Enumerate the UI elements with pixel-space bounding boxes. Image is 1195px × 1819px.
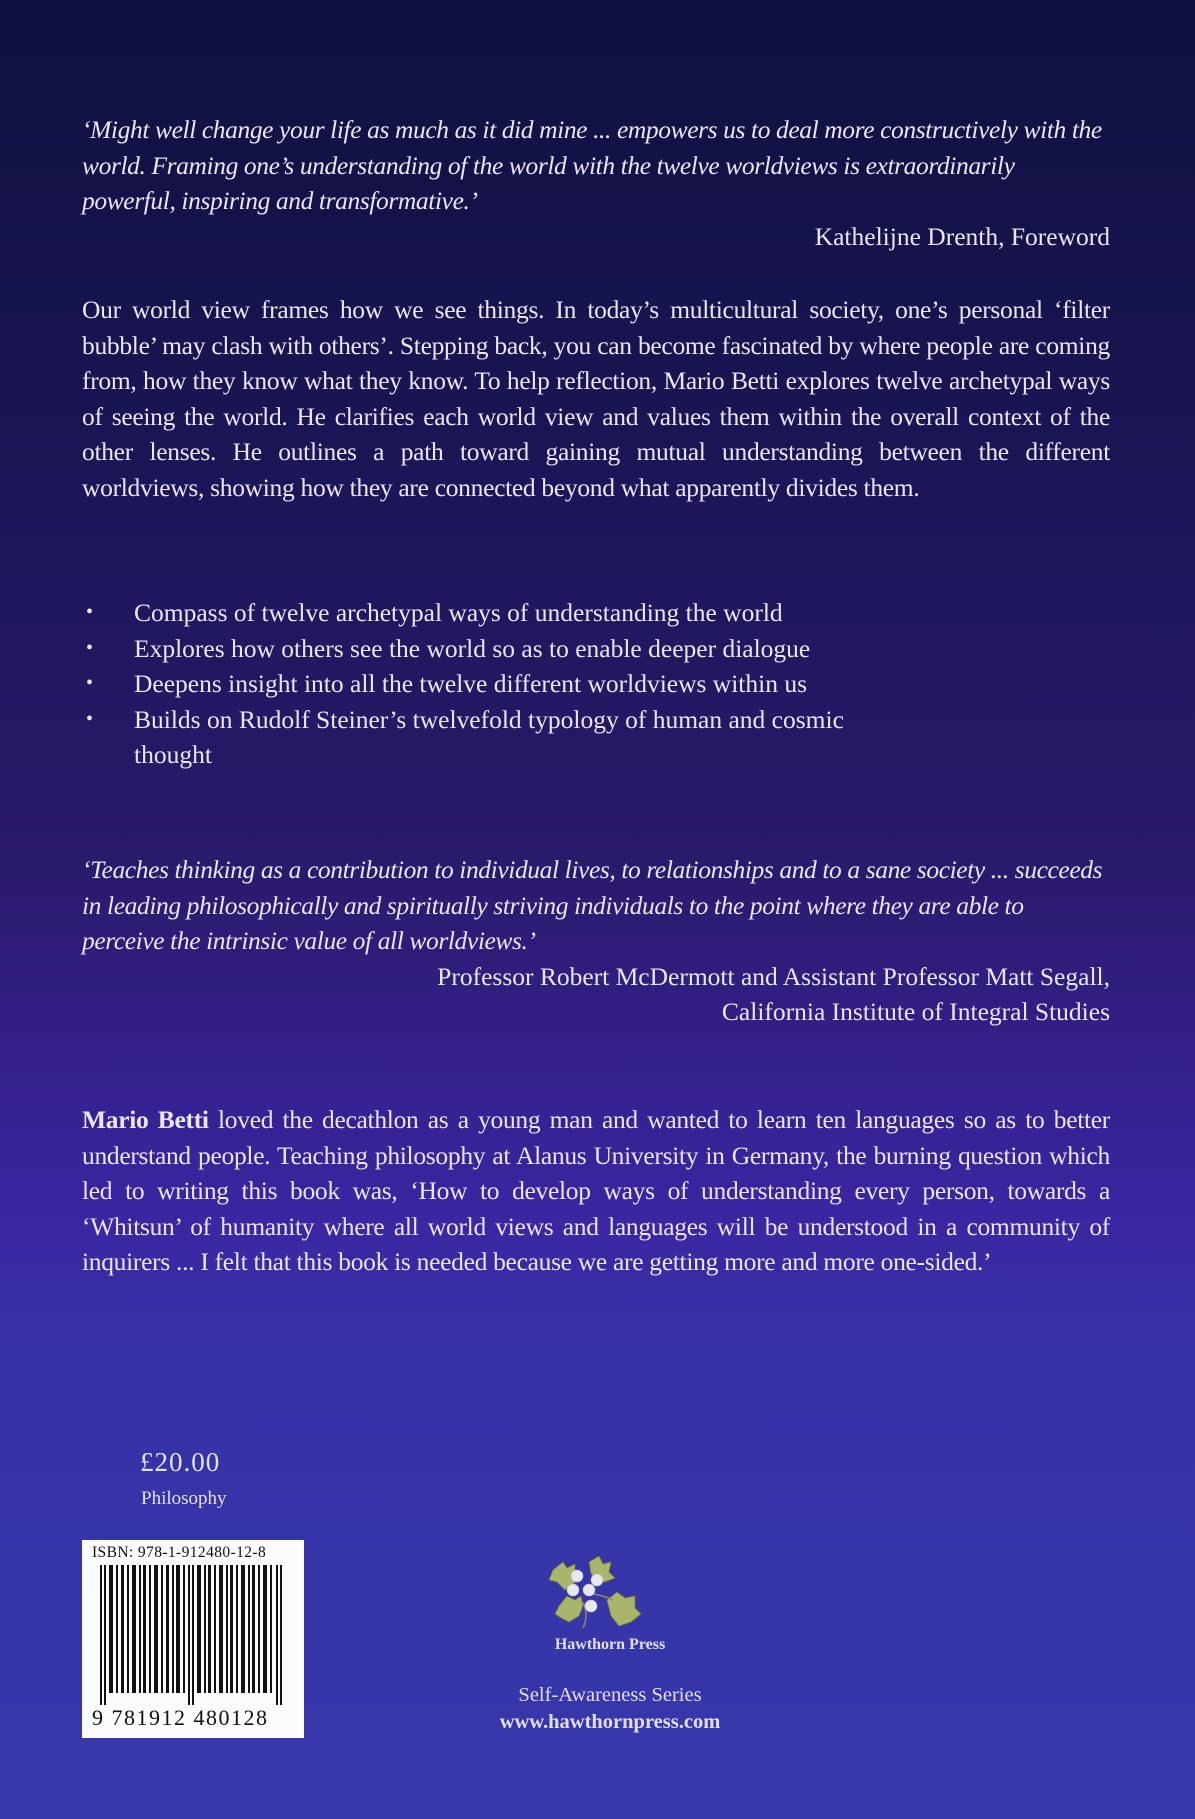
feature-item: • Builds on Rudolf Steiner’s twelvefold typology of human and cosmic thought: [82, 702, 854, 773]
publisher-website: www.hawthornpress.com: [499, 1711, 721, 1733]
author-bio-text: loved the decathlon as a young man and wanted to learn ten languages so as to better understand people. Teaching philosophy at Alanus University in Germany, the burning question which led to writing this book was, ‘How to develop ways of understanding every person, towards a ‘Whitsun’ of humanity where all world views and languages will be understood in a community of inquirers ... I felt that this book is needed because we are getting more and more one-sided.’: [82, 1105, 1110, 1276]
hawthorn-blossom-icon: [545, 1556, 645, 1638]
series-name: Self-Awareness Series: [518, 1684, 702, 1706]
publisher-name: Hawthorn Press: [554, 1636, 666, 1653]
foreword-quote-block: [82, 112, 1110, 254]
endorsement-quote-block: [82, 852, 1110, 1030]
features-list-block: [82, 595, 1110, 773]
price: £20.00: [140, 1447, 221, 1477]
category-label: Philosophy: [141, 1488, 227, 1509]
features-list: [82, 595, 1110, 773]
author-bio: [82, 1102, 1110, 1280]
feature-item: • Deepens insight into all the twelve different worldviews within us: [82, 666, 1110, 702]
author-bio-block: [82, 1102, 1110, 1280]
barcode-icon: [92, 1565, 296, 1705]
foreword-attribution: Kathelijne Drenth, Foreword: [814, 221, 1110, 251]
isbn-barcode: [82, 1540, 304, 1738]
feature-item: • Compass of twelve archetypal ways of understanding the world: [82, 595, 1110, 631]
endorsement-quote: ‘Teaches thinking as a contribution to individual lives, to relationships and to a sane society ... succeeds in leading philosophically and spiritually striving individuals to the point where they are able to perceive the intrinsic value of all worldviews.’: [82, 855, 1103, 955]
feature-item: • Explores how others see the world so as to enable deeper dialogue: [82, 631, 1110, 667]
book-description: Our world view frames how we see things. In today’s multicultural society, one’s personal ‘filter bubble’ may clash with others’. Stepping back, you can become fascinated by where people are coming from, how they know what they know. To help reflection, Mario Betti explores twelve archetypal ways of seeing the world. He clarifies each world view and values them within the overall context of the other lenses. He outlines a path toward gaining mutual understanding between the different worldviews, showing how they are connected beyond what apparently divides them.: [82, 295, 1110, 502]
foreword-quote: ‘Might well change your life as much as it did mine ... empowers us to deal more constructively with the world. Framing one’s understanding of the world with the twelve worldviews is extraordinarily powerful, inspiring and transformative.’: [82, 115, 1102, 215]
description-block: [82, 292, 1110, 505]
author-name: Mario Betti: [82, 1105, 209, 1134]
endorsement-attribution-line2: California Institute of Integral Studies: [721, 997, 1110, 1026]
isbn-label: ISBN: 978-1-912480-12-8: [92, 1544, 267, 1561]
isbn-digits: 9 781912 480128: [92, 1705, 269, 1730]
endorsement-attribution-line1: Professor Robert McDermott and Assistant Professor Matt Segall,: [437, 961, 1110, 991]
